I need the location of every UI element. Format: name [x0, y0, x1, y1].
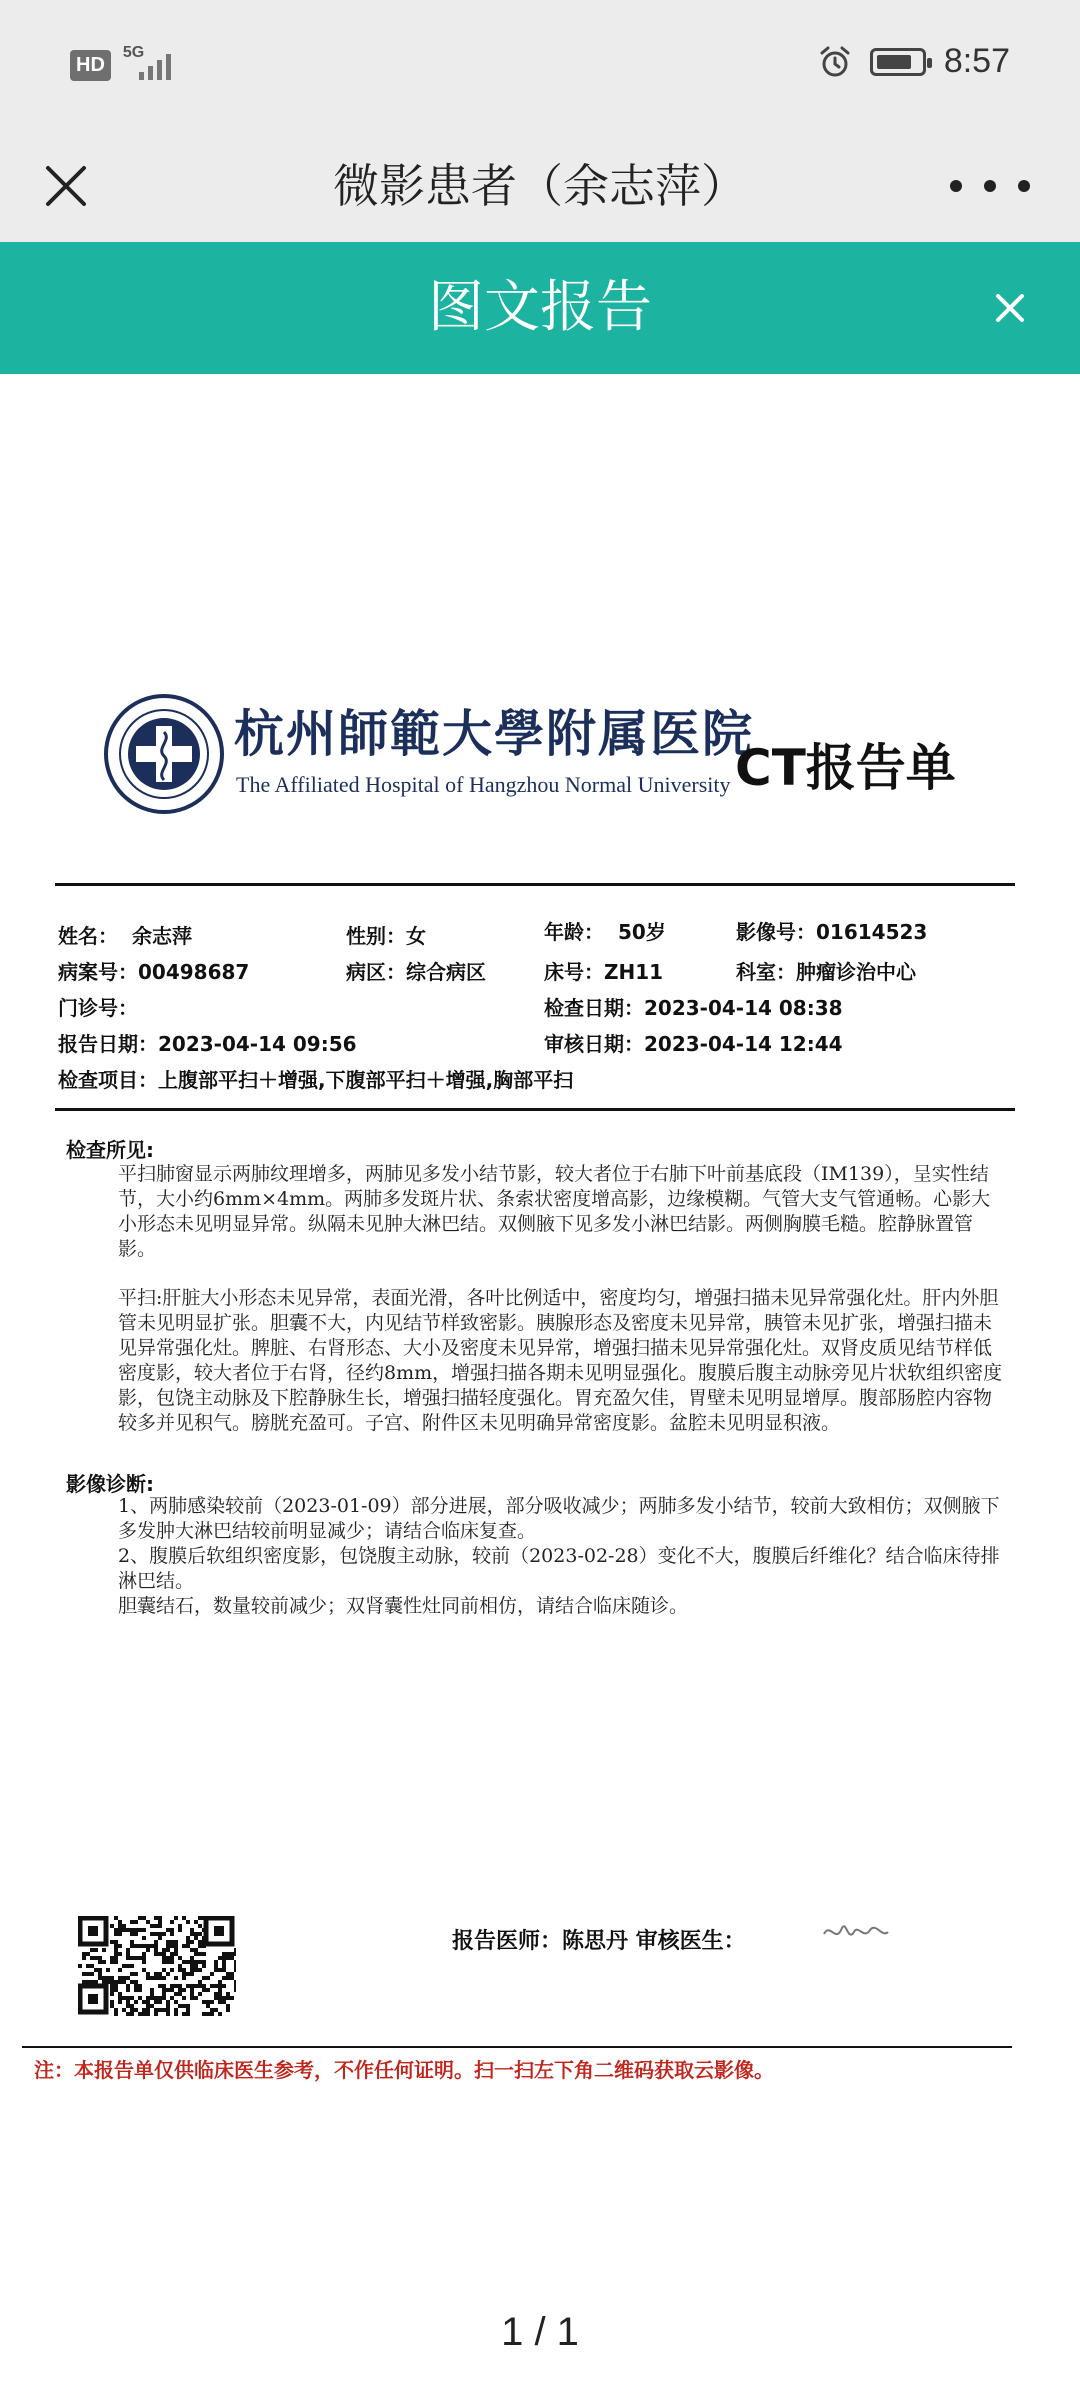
diagnosis-item: 2、腹膜后软组织密度影，包饶腹主动脉，较前（2023-02-28）变化不大，腹膜后纤维化？结合临床待排淋巴结。 [118, 1545, 1000, 1592]
field-age: 年龄： 50岁 [544, 920, 666, 944]
report-header-title: 图文报告 [428, 275, 652, 340]
divider [55, 1108, 1015, 1111]
field-review-date: 审核日期：2023-04-14 12:44 [544, 1032, 843, 1056]
title-bar [0, 130, 1080, 242]
page-title: 微影患者（余志萍） [333, 159, 747, 213]
page-indicator: 1 / 1 [501, 2310, 579, 2354]
signal-icon [121, 44, 191, 82]
alarm-icon [818, 45, 852, 79]
field-outpatient-no: 门诊号： [58, 996, 138, 1020]
report-document [0, 374, 1080, 2264]
close-report-icon[interactable] [988, 286, 1032, 330]
divider [55, 883, 1015, 886]
findings-paragraph: 平扫肺窗显示两肺纹理增多，两肺见多发小结节影，较大者位于右肺下叶前基底段（IM139），呈实性结节，大小约6mm×4mm。两肺多发斑片状、条索状密度增高影，边缘模糊。气管大支气管通畅。心影大小形态未见明显异常。纵隔未见肿大淋巴结。双侧腋下见多发小淋巴结影。两侧胸膜毛糙。腔静脉置管影。 [118, 1163, 991, 1260]
status-bar [0, 0, 1080, 130]
status-left [70, 44, 191, 82]
findings-label: 检查所见: [66, 1138, 154, 1162]
reviewer-signature [820, 1914, 892, 1954]
close-icon[interactable] [30, 150, 102, 222]
qr-code-icon[interactable] [78, 1916, 236, 2016]
field-exam-item: 检查项目：上腹部平扫＋增强,下腹部平扫＋增强,胸部平扫 [58, 1068, 574, 1092]
network-type: 5G [122, 44, 145, 61]
field-dept: 科室：肿瘤诊治中心 [736, 960, 916, 984]
hd-badge: HD [70, 50, 111, 81]
field-gender: 性别：女 [346, 924, 426, 948]
report-title: CT报告单 [735, 739, 956, 797]
doctor-signature-line: 报告医师：陈思丹 审核医生： [452, 1929, 746, 1954]
field-name: 姓名： 余志萍 [58, 924, 192, 948]
hospital-name-en: The Affiliated Hospital of Hangzhou Normal University [236, 772, 731, 797]
field-image-no: 影像号：01614523 [736, 920, 928, 944]
battery-icon [870, 48, 926, 76]
hospital-seal-icon [102, 692, 226, 816]
field-exam-date: 检查日期：2023-04-14 08:38 [544, 996, 843, 1020]
field-report-date: 报告日期：2023-04-14 09:56 [58, 1032, 357, 1056]
findings-paragraph: 平扫:肝脏大小形态未见异常，表面光滑，各叶比例适中，密度均匀，增强扫描未见异常强化灶。肝内外胆管未见明显扩张。胆囊不大，内见结节样致密影。胰腺形态及密度未见异常，胰管未见扩张，增强扫描未见异常强化灶。脾脏、右肾形态、大小及密度未见异常，增强扫描未见异常强化灶。双肾皮质见结节样低密度影，较大者位于右肾，径约8mm，增强扫描各期未见明显强化。腹膜后腹主动脉旁见片状软组织密度影，包饶主动脉及下腔静脉生长，增强扫描轻度强化。胃充盈欠佳，胃壁未见明显增厚。腹部肠腔内容物较多并见积气。膀胱充盈可。子宫、附件区未见明确异常密度影。盆腔未见明显积液。 [118, 1287, 1003, 1434]
diagnosis-item: 胆囊结石，数量较前减少；双肾囊性灶同前相仿，请结合临床随诊。 [118, 1595, 689, 1617]
diagnosis-label: 影像诊断: [66, 1472, 154, 1496]
divider [22, 2046, 1012, 2048]
field-case-no: 病案号：00498687 [58, 960, 250, 984]
status-time: 8:57 [943, 42, 1010, 80]
hospital-name-cn: 杭州師範大學附属医院 [234, 704, 754, 763]
field-bed: 床号：ZH11 [544, 960, 664, 984]
hospital-logo [100, 690, 754, 818]
field-ward: 病区：综合病区 [346, 960, 486, 984]
more-options-icon[interactable] [950, 166, 1030, 206]
status-right [818, 42, 1010, 81]
report-disclaimer: 注：本报告单仅供临床医生参考，不作任何证明。扫一扫左下角二维码获取云影像。 [34, 2058, 774, 2082]
diagnosis-item: 1、两肺感染较前（2023-01-09）部分进展，部分吸收减少；两肺多发小结节，较前大致相仿；双侧腋下多发肿大淋巴结较前明显减少；请结合临床复查。 [118, 1495, 1000, 1542]
report-header [0, 242, 1080, 374]
